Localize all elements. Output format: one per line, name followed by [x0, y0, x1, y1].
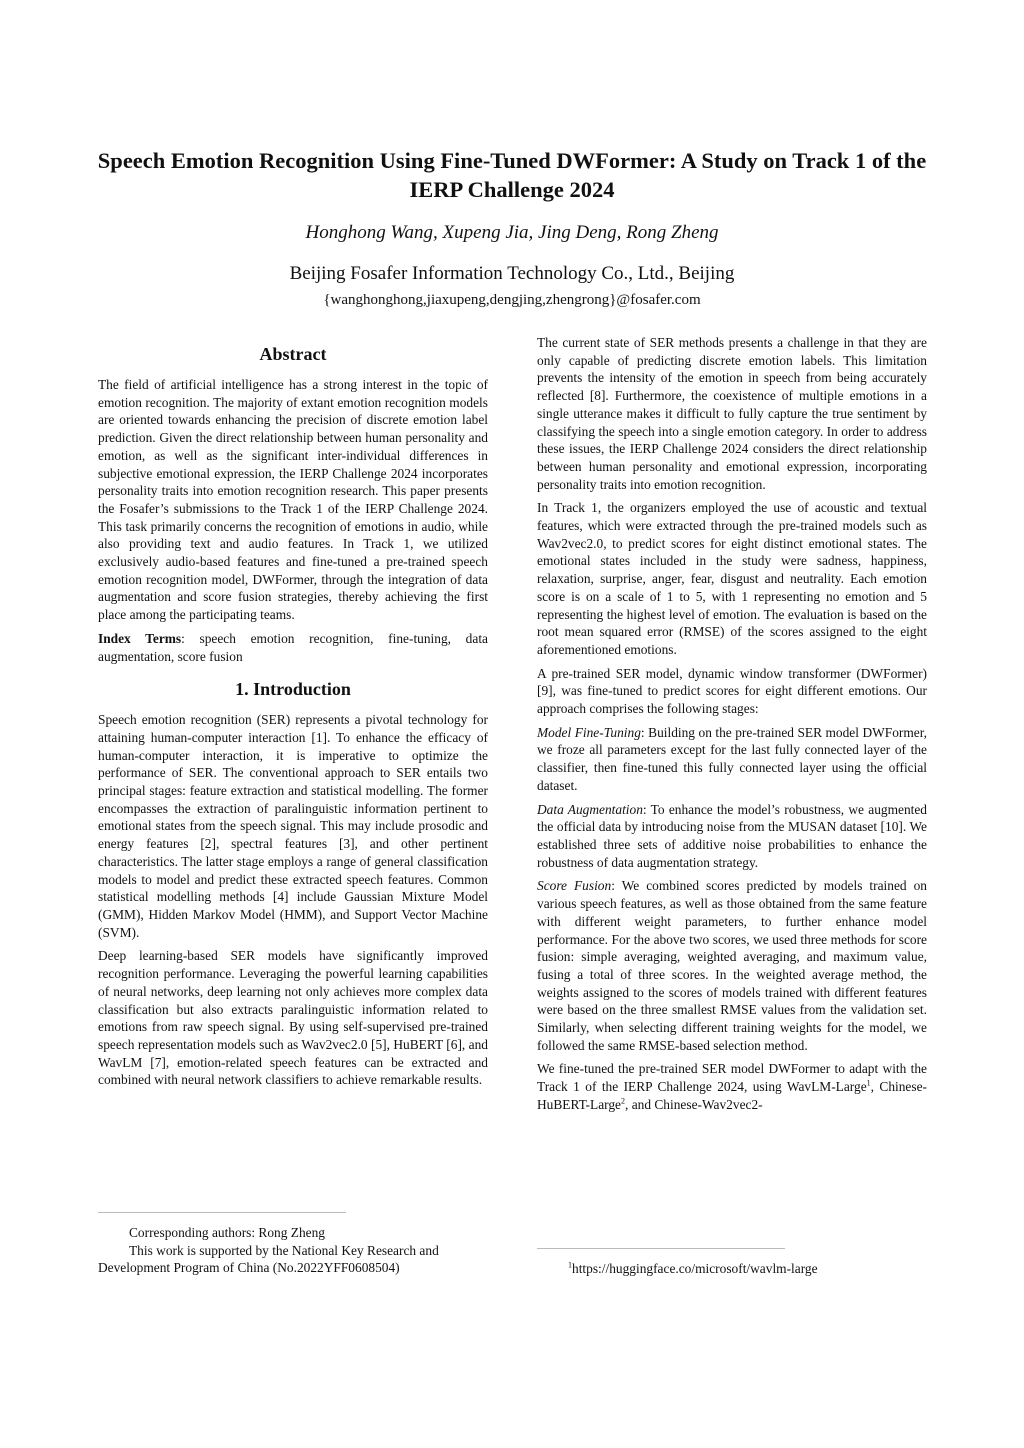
- index-terms-label: Index Terms: [98, 630, 182, 646]
- footnotes-left: [98, 1224, 488, 1277]
- intro-paragraph-1: Speech emotion recognition (SER) represents a pivotal technology for attaining human-computer interaction [1]. To enhance the efficacy of human-computer interaction, it is imperative to optimize the performance of SER. The conventional approach to SER entails two principal stages: feature extraction and statistical modelling. The former encompasses the extraction of paralinguistic information pertinent to emotional states from the speech signal. This may include prosodic and energy features [2], spectral features [3], and other pertinent characteristics. The latter stage employs a range of general classification models to model and predict these extracted speech features. Common statistical modelling methods [4] include Gaussian Mixture Model (GMM), Hidden Markov Model (HMM), and Support Vector Machine (SVM).: [98, 712, 488, 940]
- introduction-heading: 1. Introduction: [235, 679, 351, 700]
- right-paragraph-7: [537, 1060, 927, 1113]
- intro-paragraph-2: Deep learning-based SER models have significantly improved recognition performance. Leveraging the powerful learning capabilities of neural networks, deep learning not only achieves more complex data classification but also extracts paralinguistic information related to emotions from raw speech signal. By using self-supervised pre-trained speech representation models such as Wav2vec2.0 [5], HuBERT [6], and WavLM [7], emotion-related speech features can be extracted and combined with neural network classifiers to achieve remarkable results.: [98, 948, 488, 1088]
- footnote-1-mark: 1: [568, 1260, 572, 1270]
- index-terms: [98, 630, 488, 665]
- abstract-body: The field of artificial intelligence has a strong interest in the topic of emotion recognition. The majority of extant emotion recognition models are oriented towards enhancing the precision of discrete emotion label prediction. Given the direct relationship between human personality and emotion, as well as the significant inter-individual differences in subjective emotional expression, the IERP Challenge 2024 incorporates personality traits into emotion recognition research. This paper presents the Fosafer’s submissions to the Track 1 of the IERP Challenge 2024. This task primarily concerns the recognition of emotions in audio, while also providing text and audio features. In Track 1, we utilized exclusively audio-based features and fine-tuned a pre-trained speech emotion recognition model, DWFormer, through the integration of data augmentation and score fusion strategies, thereby achieving the first place among the participating teams.: [98, 377, 488, 623]
- data-augmentation-paragraph: [537, 801, 927, 872]
- p7-text-b: , Chinese-HuBERT-Large: [537, 1079, 927, 1112]
- author-emails: {wanghonghong,jiaxupeng,dengjing,zhengrong}@fosafer.com: [323, 292, 701, 308]
- author-list: Honghong Wang, Xupeng Jia, Jing Deng, Rong Zheng: [305, 222, 719, 243]
- model-fine-tuning-text: : Building on the pre-trained SER model DWFormer, we froze all parameters except for the last fully connected layer of the classifier, then fine-tuned this fully connected layer using the official dataset.: [537, 724, 928, 793]
- score-fusion-paragraph: [537, 877, 927, 1054]
- funding-note: This work is supported by the National Key Research and Development Program of China (No.2022YFF0608504): [98, 1242, 439, 1275]
- right-paragraph-3: A pre-trained SER model, dynamic window transformer (DWFormer) [9], was fine-tuned to predict scores for eight different emotions. Our approach comprises the following stages:: [537, 665, 927, 717]
- model-fine-tuning-label: Model Fine-Tuning: [537, 724, 641, 740]
- footnote-ref-2: 2: [621, 1096, 625, 1106]
- footnote-divider-left: [98, 1212, 346, 1213]
- paper-title: Speech Emotion Recognition Using Fine-Tuned DWFormer: A Study on Track 1 of the IERP Challenge 2024: [97, 148, 927, 202]
- model-fine-tuning-paragraph: [537, 724, 927, 795]
- p7-text-a: We fine-tuned the pre-trained SER model DWFormer to adapt with the Track 1 of the IERP Challenge 2024, using WavLM-Large: [537, 1061, 927, 1095]
- data-augmentation-text: : To enhance the model’s robustness, we augmented the official data by introducing noise from the MUSAN dataset [10]. We established three sets of additive noise probabilities to enhance the robustness of data augmentation strategy.: [537, 801, 927, 870]
- footnote-1: [568, 1260, 928, 1278]
- p7-text-c: , and Chinese-Wav2vec2-: [625, 1096, 763, 1112]
- footnote-ref-1: 1: [866, 1078, 871, 1088]
- abstract-heading: Abstract: [259, 344, 327, 364]
- right-paragraph-2: In Track 1, the organizers employed the use of acoustic and textual features, which were extracted through the pre-trained models such as Wav2vec2.0, to predict scores for eight distinct emotional states. The emotional states included in the study were sadness, happiness, relaxation, surprise, anger, fear, disgust and neutrality. Each emotion score is on a scale of 1 to 5, with 1 representing no emotion and 5 representing the highest level of emotion. The evaluation is based on the root mean squared error (RMSE) of the scores assigned to the eight aforementioned emotions.: [537, 500, 927, 657]
- right-column: [537, 334, 927, 1120]
- score-fusion-text: : We combined scores predicted by models trained on various speech features, as well as those obtained from the same feature with different weight parameters, to further enhance model performance. For the above two scores, we used three methods for score fusion: simple averaging, weighted averaging, and maximum value, fusing a total of three scores. In the weighted average method, the weights assigned to the scores of models trained with different features were based on the three smallest RMSE values from the validation set. Similarly, when selecting different training weights for the model, we followed the same RMSE-based selection method.: [537, 878, 927, 1053]
- footnote-divider-right: [537, 1248, 785, 1249]
- footnote-1-url[interactable]: https://huggingface.co/microsoft/wavlm-large: [572, 1261, 818, 1276]
- score-fusion-label: Score Fusion: [537, 878, 612, 894]
- corresponding-authors-note: Corresponding authors: Rong Zheng: [129, 1225, 326, 1240]
- index-terms-text: : speech emotion recognition, fine-tuning, data augmentation, score fusion: [98, 630, 488, 664]
- right-paragraph-1: The current state of SER methods presents a challenge in that they are only capable of predicting discrete emotion labels. This limitation prevents the intensity of the emotion in speech from being accurately reflected [8]. Furthermore, the coexistence of multiple emotions in a single utterance makes it difficult to fully capture the true sentiment by classifying the speech into a single emotion category. In order to address these issues, the IERP Challenge 2024 considers the direct relationship between human personality and emotional expression, incorporating personality traits into emotion recognition.: [537, 335, 927, 492]
- data-augmentation-label: Data Augmentation: [537, 801, 643, 817]
- affiliation: Beijing Fosafer Information Technology Co., Ltd., Beijing: [289, 263, 735, 284]
- left-column: [98, 342, 488, 1095]
